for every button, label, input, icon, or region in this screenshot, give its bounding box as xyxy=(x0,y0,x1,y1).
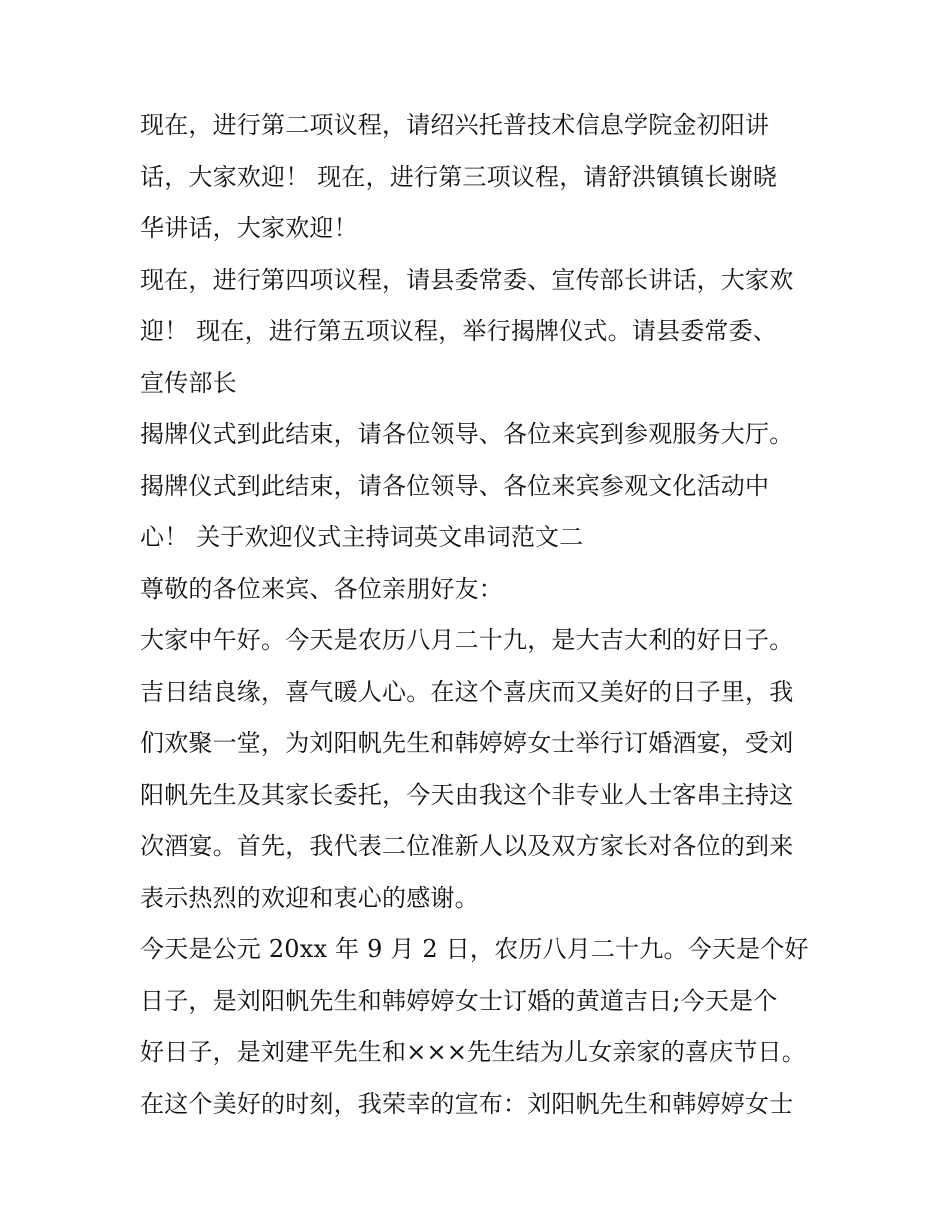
text-line: 尊敬的各位来宾、各位亲朋好友： xyxy=(140,574,503,603)
text-line: 阳帆先生及其家长委托，今天由我这个非专业人士客串主持这 xyxy=(140,780,794,809)
text-line: 吉日结良缘，喜气暖人心。在这个喜庆而又美好的日子里，我 xyxy=(140,677,794,706)
text-line: 表示热烈的欢迎和衷心的感谢。 xyxy=(140,883,479,912)
text-line: 们欢聚一堂，为刘阳帆先生和韩婷婷女士举行订婚酒宴，受刘 xyxy=(140,729,794,757)
text-line: 大家中午好。今天是农历八月二十九，是大吉大利的好日子。 xyxy=(140,626,794,654)
text-line: 现在，进行第二项议程，请绍兴托普技术信息学院金初阳讲 xyxy=(140,111,770,139)
text-line: 今天是公元 20xx 年 9 月 2 日，农历八月二十九。今天是个好 xyxy=(140,935,809,963)
text-line: 日子，是刘阳帆先生和韩婷婷女士订婚的黄道吉日;今天是个 xyxy=(140,986,778,1015)
text-line: 现在，进行第四项议程，请县委常委、宣传部长讲话，大家欢 xyxy=(140,265,794,294)
text-line: 在这个美好的时刻，我荣幸的宣布：刘阳帆先生和韩婷婷女士 xyxy=(140,1089,794,1118)
text-line: 迎！ 现在，进行第五项议程，举行揭牌仪式。请县委常委、 xyxy=(140,317,778,345)
text-line: 华讲话，大家欢迎！ xyxy=(140,214,358,242)
text-line: 宣传部长 xyxy=(140,368,237,397)
text-line: 好日子，是刘建平先生和×××先生结为儿女亲家的喜庆节日。 xyxy=(140,1038,806,1066)
text-line: 揭牌仪式到此结束，请各位领导、各位来宾参观文化活动中 xyxy=(140,471,770,500)
text-line: 揭牌仪式到此结束，请各位领导、各位来宾到参观服务大厅。 xyxy=(140,420,794,448)
text-line: 话，大家欢迎！ 现在，进行第三项议程，请舒洪镇镇长谢晓 xyxy=(140,162,778,191)
text-line: 次酒宴。首先，我代表二位准新人以及双方家长对各位的到来 xyxy=(140,832,794,860)
document-body xyxy=(140,100,820,1130)
text-line: 心！ 关于欢迎仪式主持词英文串词范文二 xyxy=(140,523,584,551)
